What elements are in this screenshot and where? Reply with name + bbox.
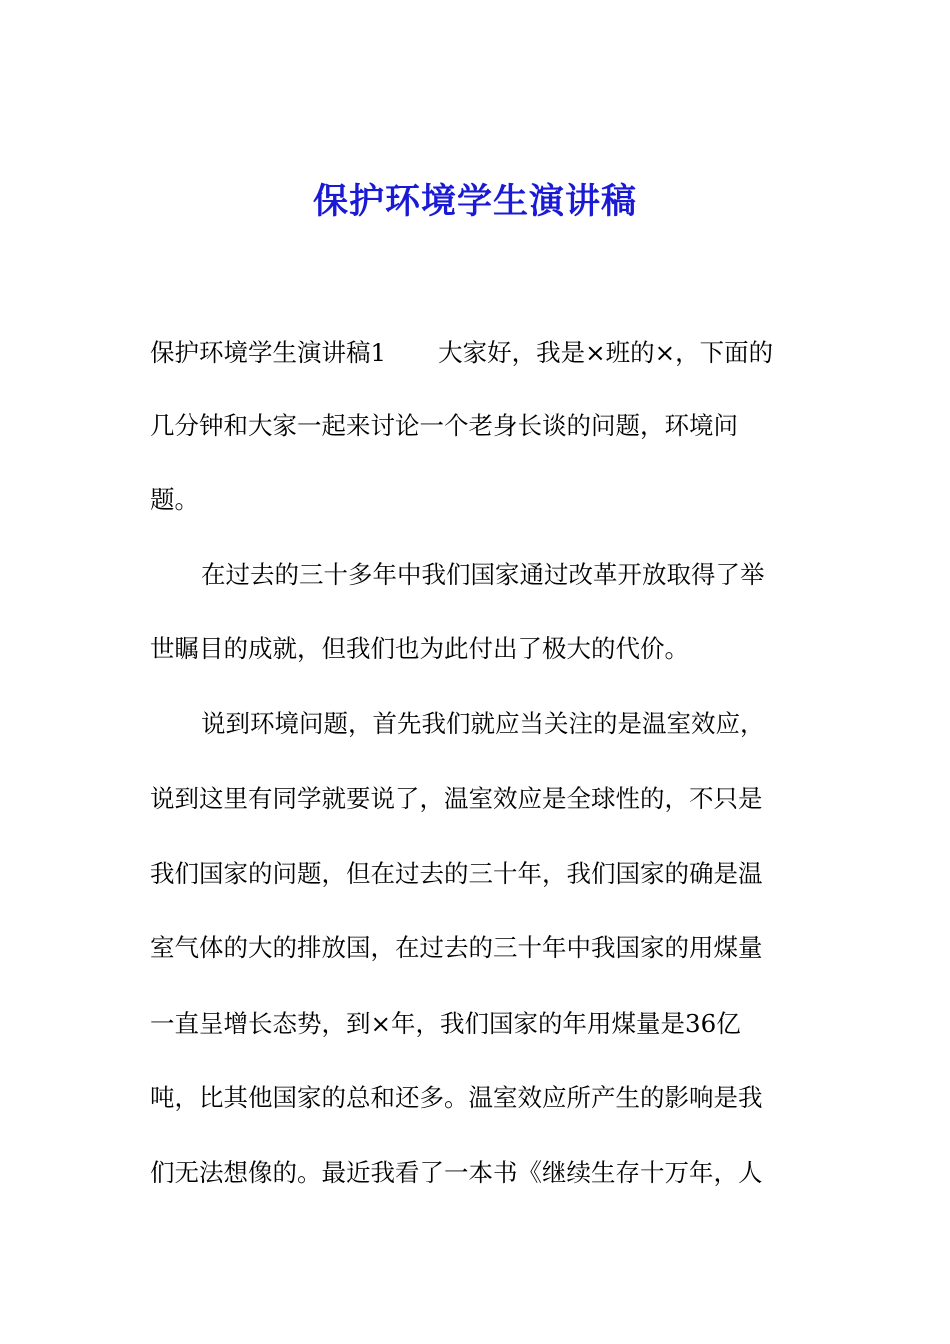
paragraph-line: [150, 335, 773, 371]
section-heading: 保护环境学生演讲稿1: [150, 338, 387, 367]
paragraph-line: 吨，比其他国家的总和还多。温室效应所产生的影响是我: [150, 1083, 763, 1112]
paragraph-line: 说到这里有同学就要说了，温室效应是全球性的，不只是: [150, 784, 763, 813]
paragraph-line: 室气体的大的排放国，在过去的三十年中我国家的用煤量: [150, 933, 763, 962]
paragraph-line: 几分钟和大家一起来讨论一个老身长谈的问题，环境问: [150, 411, 738, 440]
document-title: 保护环境学生演讲稿: [312, 182, 637, 222]
paragraph-line: 们无法想像的。最近我看了一本书《继续生存十万年，人: [150, 1158, 763, 1187]
paragraph-line: 世瞩目的成就，但我们也为此付出了极大的代价。: [150, 634, 689, 663]
paragraph-line: 题。: [150, 485, 199, 514]
paragraph-line: 说到环境问题，首先我们就应当关注的是温室效应，: [201, 709, 765, 738]
paragraph-line: 一直呈增长态势，到×年，我们国家的年用煤量是36亿: [150, 1009, 741, 1038]
line-text: 大家好，我是×班的×，下面的: [438, 338, 774, 367]
paragraph-line: 在过去的三十多年中我们国家通过改革开放取得了举: [201, 560, 765, 589]
paragraph-line: 我们国家的问题，但在过去的三十年，我们国家的确是温: [150, 859, 763, 888]
